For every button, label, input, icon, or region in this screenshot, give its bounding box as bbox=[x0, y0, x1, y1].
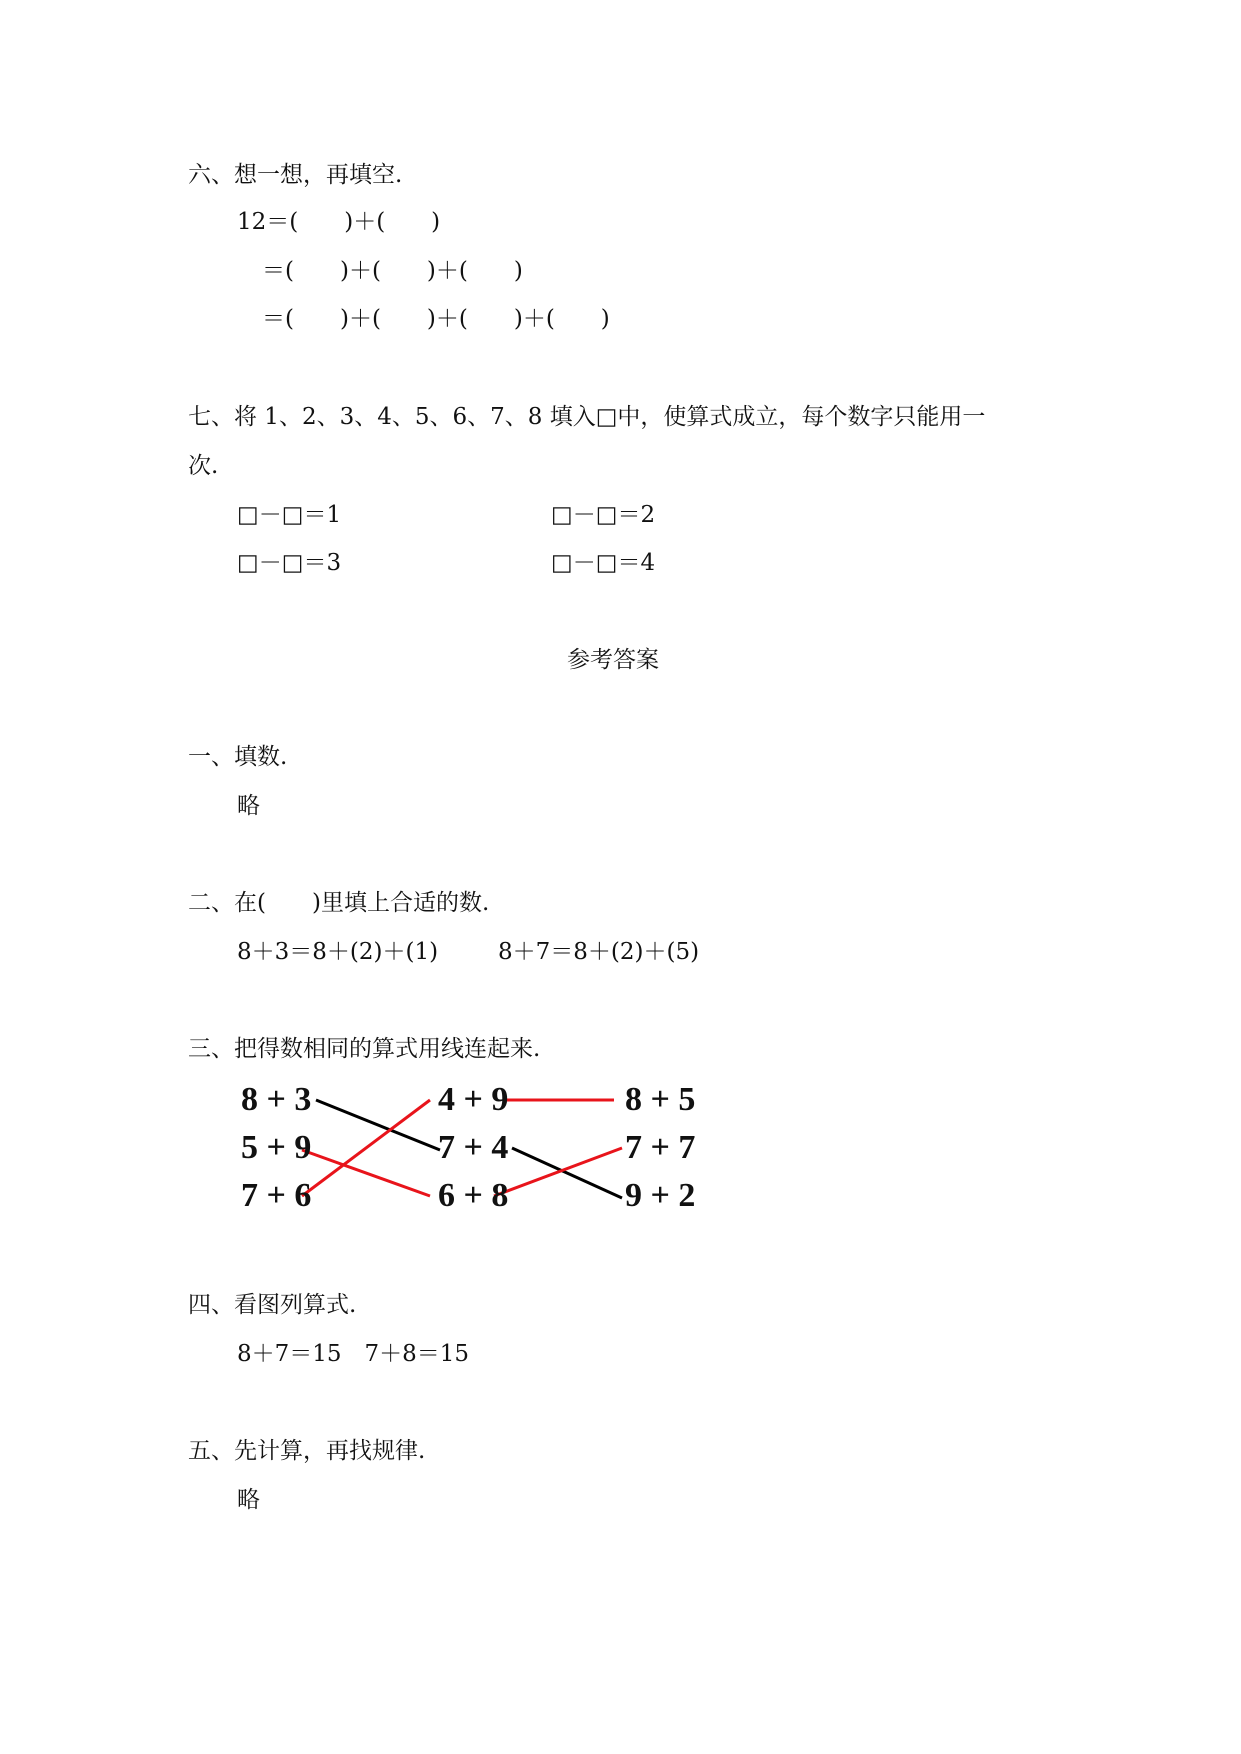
fill-line-1: 12＝( )＋( ) bbox=[237, 209, 441, 235]
expr-7p6: 7 + 6 bbox=[241, 1177, 312, 1214]
equation-4: □－□＝4 bbox=[551, 550, 656, 576]
answer-4-body: 8＋7＝15 7＋8＝15 bbox=[237, 1341, 470, 1367]
answer-2-body-left: 8＋3＝8＋(2)＋(1) bbox=[237, 939, 439, 965]
section-7-heading-line-2: 次. bbox=[188, 453, 219, 479]
answer-5-body: 略 bbox=[237, 1487, 260, 1513]
equation-2: □－□＝2 bbox=[551, 502, 656, 528]
answer-1-heading: 一、填数. bbox=[188, 744, 288, 770]
expr-5p9: 5 + 9 bbox=[241, 1129, 312, 1166]
answer-1-body: 略 bbox=[237, 793, 260, 819]
fill-line-2: ＝( )＋( )＋( ) bbox=[262, 258, 523, 284]
line-7p6-to-4p9 bbox=[302, 1100, 430, 1196]
answer-4-heading: 四、看图列算式. bbox=[188, 1292, 357, 1318]
expr-6p8: 6 + 8 bbox=[438, 1177, 509, 1214]
expr-7p7: 7 + 7 bbox=[625, 1129, 696, 1166]
line-5p9-to-6p8 bbox=[302, 1150, 430, 1196]
answer-3-heading: 三、把得数相同的算式用线连起来. bbox=[188, 1036, 541, 1062]
expr-7p4: 7 + 4 bbox=[438, 1129, 509, 1166]
answer-2-heading: 二、在( )里填上合适的数. bbox=[188, 890, 490, 916]
answers-title: 参考答案 bbox=[567, 647, 659, 673]
answer-2-body-right: 8＋7＝8＋(2)＋(5) bbox=[498, 939, 700, 965]
equation-1: □－□＝1 bbox=[237, 502, 342, 528]
answer-5-heading: 五、先计算，再找规律. bbox=[188, 1438, 426, 1464]
expr-8p3: 8 + 3 bbox=[241, 1081, 312, 1118]
section-6-heading: 六、想一想，再填空. bbox=[188, 162, 403, 188]
fill-line-3: ＝( )＋( )＋( )＋( ) bbox=[262, 306, 610, 332]
expr-8p5: 8 + 5 bbox=[625, 1081, 696, 1118]
equation-3: □－□＝3 bbox=[237, 550, 342, 576]
expr-9p2: 9 + 2 bbox=[625, 1177, 696, 1214]
expr-4p9: 4 + 9 bbox=[438, 1081, 509, 1118]
section-7-heading-line-1: 七、将 1、2、3、4、5、6、7、8 填入□中，使算式成立，每个数字只能用一 bbox=[188, 404, 986, 430]
